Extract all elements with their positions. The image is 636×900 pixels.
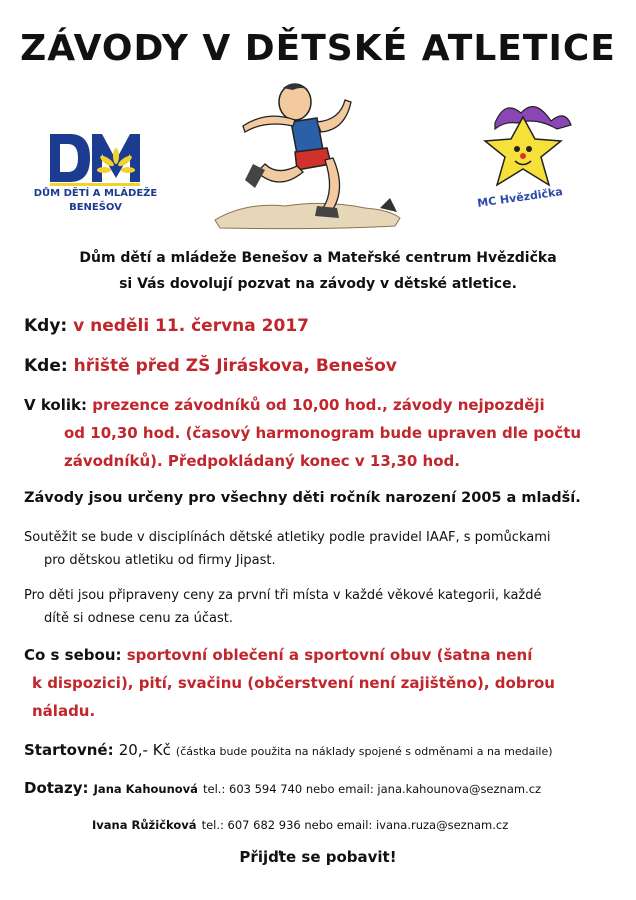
kdy-label: Kdy:: [24, 316, 68, 336]
kolik-label: V kolik:: [24, 396, 87, 414]
ddm-logo-line1: DŮM DĚTÍ A MLÁDEŽE: [33, 188, 158, 199]
page-title: ZÁVODY V DĚTSKÉ ATLETICE: [20, 28, 616, 69]
contact-2-detail: tel.: 607 682 936 nebo email: ivana.ruza@seznam.cz: [201, 818, 509, 832]
sebou-line-2: k dispozici), pití, svačinu (občerstvení není zajištěno), dobrou: [32, 674, 555, 692]
ceny-line-2: dítě si odnese cenu za účast.: [44, 611, 233, 626]
startovne-note: (částka bude použita na náklady spojené s odměnami a na medaile): [175, 745, 553, 758]
dotazy-label: Dotazy:: [24, 779, 89, 797]
startovne-label: Startovné:: [24, 741, 114, 759]
sebou-line-3: náladu.: [32, 702, 96, 720]
soutezit-line-1: Soutěžit se bude v disciplínách dětské atletiky podle pravidel IAAF, s pomůckami: [24, 530, 551, 545]
kde-row: [24, 356, 397, 376]
kde-value: hřiště před ZŠ Jiráskova, Benešov: [73, 356, 397, 376]
kolik-line-3: závodníků). Předpokládaný konec v 13,30 hod.: [64, 452, 460, 470]
kdy-value: v neděli 11. června 2017: [73, 316, 309, 336]
startovne-row: [24, 740, 553, 759]
kolik-line-1: prezence závodníků od 10,00 hod., závody nejpozději: [92, 396, 545, 414]
contact-1-detail: tel.: 603 594 740 nebo email: jana.kahounova@seznam.cz: [203, 782, 542, 796]
urceni-text: Závody jsou určeny pro všechny děti ročník narození 2005 a mladší.: [24, 490, 581, 506]
intro-line-1: Dům dětí a mládeže Benešov a Mateřské centrum Hvězdička: [79, 250, 557, 266]
kde-label: Kde:: [24, 356, 68, 376]
ddm-logo-line2: BENEŠOV: [69, 202, 122, 213]
contact-2-name: Ivana Růžičková: [92, 818, 197, 832]
intro-line-2: si Vás dovolují pozvat na závody v dětské atletice.: [119, 276, 517, 292]
mc-hvezdicka-logo: [465, 95, 585, 220]
sebou-line-1: sportovní oblečení a sportovní obuv (šatna není: [126, 646, 533, 664]
dotazy-row: [24, 778, 541, 797]
closing-text: Přijďte se pobavit!: [239, 848, 397, 866]
ddm-logo: [28, 126, 163, 216]
kolik-row: [24, 396, 545, 414]
kdy-row: [24, 316, 309, 336]
sebou-row: [24, 646, 532, 664]
contact-2-row: [92, 814, 508, 833]
contact-1-name: Jana Kahounová: [93, 782, 198, 796]
soutezit-line-2: pro dětskou atletiku od firmy Jipast.: [44, 553, 276, 568]
mc-logo-label: MC Hvězdička: [476, 185, 564, 210]
startovne-amount: 20,- Kč: [118, 741, 171, 759]
kolik-line-2: od 10,30 hod. (časový harmonogram bude upraven dle počtu: [64, 424, 582, 442]
runner-illustration: [205, 80, 415, 235]
sebou-label: Co s sebou:: [24, 646, 122, 664]
ceny-line-1: Pro děti jsou připraveny ceny za první tři místa v každé věkové kategorii, každé: [24, 588, 542, 603]
